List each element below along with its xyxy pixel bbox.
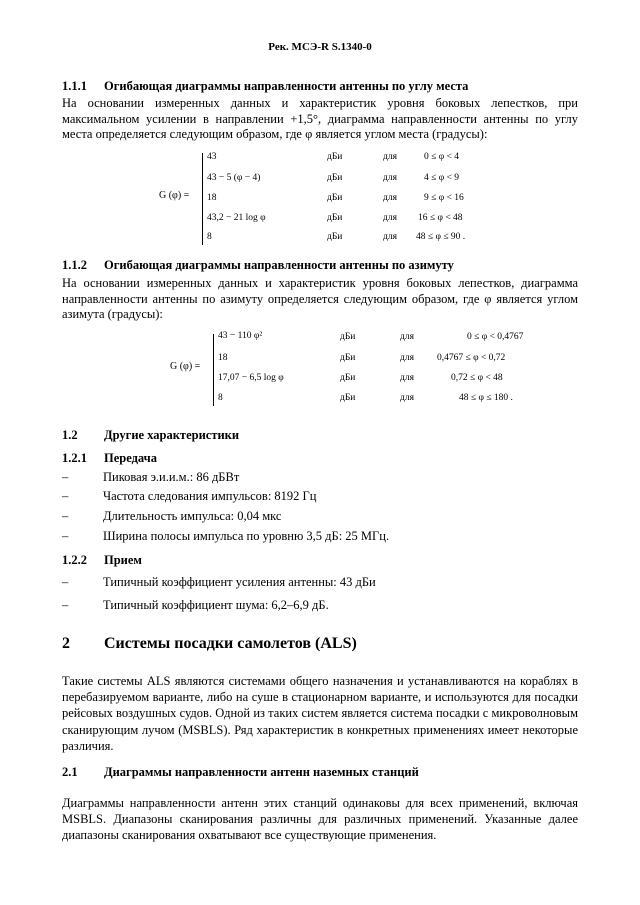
formula-cond: 48 ≤ φ ≤ 180 . [459,393,513,403]
formula-cond: 16 ≤ φ < 48 [418,213,463,223]
formula-brace [202,153,203,245]
list-item: Типичный коэффициент усиления антенны: 43 дБи [103,575,376,589]
paragraph: Диаграммы направленности антенн этих станций одинаковы для всех применений, включая MSBLS. Диапазоны сканирования различны для различных применений. Указанные далее диапазоны сканирования охватывают все существующие применения. [62,796,578,843]
formula-for: для [400,393,414,403]
list-item: Типичный коэффициент шума: 6,2–6,9 дБ. [103,598,329,612]
section-number: 2.1 [62,765,78,779]
section-title: Огибающая диаграммы направленности антенны по углу места [104,79,469,93]
formula-unit: дБи [327,173,343,183]
formula-cond: 4 ≤ φ < 9 [424,173,460,183]
paragraph: На основании измеренных данных и характеристик уровня боковых лепестков, при максимальном усилении в направлении +1,5°, диаграмма направленности антенны по углу места определяется следующим образом, где φ является углом места (градусы): [62,96,578,141]
list-item: Частота следования импульсов: 8192 Гц [103,489,317,503]
formula-cond: 9 ≤ φ < 16 [424,193,464,203]
formula-unit: дБи [327,232,343,242]
formula-expr: 17,07 − 6,5 log φ [218,373,284,383]
paragraph: Такие системы ALS являются системами общего назначения и устанавливаются на кораблях в перебазируемом варианте, либо на суше в стационарном варианте, и используются для посадки рейсовых воздушных судов. Одной из таких систем является система посадки с микроволновым сканирующим лучом (MSBLS). Ряд характеристик в конкретных применениях имеет некоторые различия. [62,674,578,753]
formula-lhs: G (φ) = [170,361,201,372]
formula-cond: 0 ≤ φ < 0,4767 [467,332,524,342]
paragraph: На основании измеренных данных и характеристик уровня боковых лепестков, диаграмма направленности антенны по азимуту определяется следующим образом, где φ является углом азимута (градусы): [62,276,578,321]
list-item: Ширина полосы импульса по уровню 3,5 дБ: 25 МГц. [103,529,390,543]
section-title: Диаграммы направленности антенн наземных станций [104,765,419,779]
formula-expr: 43 − 110 φ² [218,331,263,341]
formula-for: для [383,213,397,223]
formula-unit: дБи [340,373,356,383]
formula-for: для [400,353,414,363]
formula-cond: 48 ≤ φ ≤ 90 . [416,232,466,242]
formula-for: для [383,173,397,183]
formula-expr: 8 [218,393,223,403]
formula-expr: 43 [207,152,217,162]
list-bullet: – [62,575,69,589]
list-item: Длительность импульса: 0,04 мкс [103,509,282,523]
section-title: Прием [104,553,142,567]
formula-for: для [400,373,414,383]
formula-expr: 43,2 − 21 log φ [207,213,266,223]
formula-for: для [383,152,397,162]
chapter-title: Системы посадки самолетов (ALS) [104,635,357,652]
formula-expr: 18 [207,193,217,203]
formula-unit: дБи [327,152,343,162]
section-number: 1.1.1 [62,79,87,93]
formula-for: для [400,332,414,342]
formula-unit: дБи [327,213,343,223]
list-item: Пиковая э.и.и.м.: 86 дБВт [103,470,240,484]
list-bullet: – [62,598,69,612]
formula-unit: дБи [340,332,356,342]
section-number: 1.1.2 [62,258,87,272]
list-bullet: – [62,470,69,484]
formula-brace [213,334,214,406]
formula-lhs: G (φ) = [159,190,190,201]
formula-for: для [383,193,397,203]
formula-unit: дБи [340,353,356,363]
formula-for: для [383,232,397,242]
formula-cond: 0,4767 ≤ φ < 0,72 [437,353,506,363]
formula-expr: 43 − 5 (φ − 4) [207,173,261,183]
list-bullet: – [62,529,69,543]
section-number: 1.2.2 [62,553,87,567]
formula-unit: дБи [327,193,343,203]
formula-unit: дБи [340,393,356,403]
section-title: Огибающая диаграммы направленности антенны по азимуту [104,258,454,272]
list-bullet: – [62,489,69,503]
section-title: Передача [104,451,157,465]
chapter-number: 2 [62,635,70,652]
section-number: 1.2 [62,428,78,442]
section-title: Другие характеристики [104,428,240,442]
formula-cond: 0 ≤ φ < 4 [424,152,460,162]
formula-expr: 8 [207,232,212,242]
formula-expr: 18 [218,353,228,363]
section-number: 1.2.1 [62,451,87,465]
formula-cond: 0,72 ≤ φ < 48 [451,373,503,383]
running-header: Рек. МСЭ-R S.1340-0 [268,41,372,53]
list-bullet: – [62,509,69,523]
